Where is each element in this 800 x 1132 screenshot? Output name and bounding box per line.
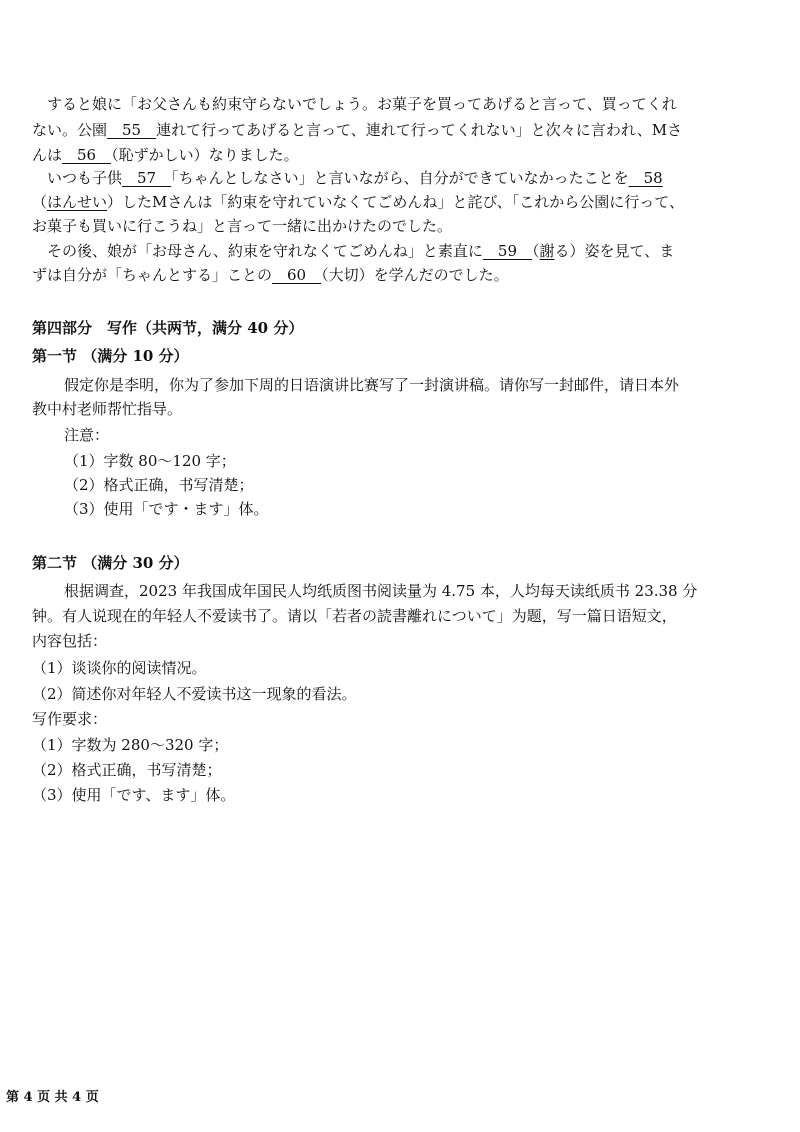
- reading-hansei: はんせい: [47, 193, 108, 211]
- section2-body-1: 根据调查，2023 年我国成年国民人均纸质图书阅读量为 4.75 本，人均每天读纸质书 23.38 分: [64, 582, 698, 600]
- part4-heading: 第四部分 写作（共两节，满分 40 分）: [32, 319, 304, 337]
- section2-req-1: （1）字数为 280～320 字；: [32, 736, 229, 754]
- section1-body-2: 教中村老师帮忙指导。: [32, 400, 183, 418]
- passage-line-6: お菓子も買いに行こうね」と言って一緒に出かけたのでした。: [32, 217, 453, 235]
- blank-60: 60: [272, 266, 322, 284]
- section1-note-2: （2）格式正确，书写清楚；: [64, 476, 254, 494]
- page-number: 第 4 页 共 4 页: [6, 1090, 99, 1105]
- section1-note-1: （1）字数 80～120 字；: [64, 452, 236, 470]
- section1-note-label: 注意：: [64, 426, 110, 444]
- passage-line-3: んは 56 （恥ずかしい）なりました。: [32, 146, 299, 164]
- passage-line-7: その後、娘が「お母さん、約束を守れなくてごめんね」と素直に 59 （謝る）姿を見て、ま: [32, 242, 675, 260]
- passage-line-2: ない。公園 55 連れて行ってあげると言って、連れて行ってくれない」と次々に言われ、Mさ: [32, 121, 683, 139]
- section2-body-3: 内容包括：: [32, 632, 108, 650]
- section2-req-label: 写作要求：: [32, 710, 108, 728]
- kanji-ayamaru: 謝: [539, 242, 555, 260]
- section2-body-2: 钟。有人说现在的年轻人不爱读书了。请以「若者の読書離れについて」为题，写一篇日语短文，: [32, 607, 677, 625]
- passage-line-4: いつも子供 57 「ちゃんとしなさい」と言いながら、自分ができていなかったことを 58: [32, 169, 663, 187]
- section2-req-2: （2）格式正确，书写清楚；: [32, 761, 222, 779]
- passage-line-1: すると娘に「お父さんも約束守らないでしょう。お菓子を買ってあげると言って、買ってくれ: [32, 95, 677, 113]
- blank-55: 55: [107, 121, 157, 139]
- blank-56: 56: [62, 146, 112, 164]
- section2-content-2: （2）简述你对年轻人不爱读书这一现象的看法。: [32, 685, 357, 703]
- section2-title: 第二节 （满分 30 分）: [32, 554, 189, 572]
- section2-req-3: （3）使用「です、ます」体。: [32, 786, 236, 804]
- section2-content-1: （1）谈谈你的阅读情况。: [32, 659, 207, 677]
- section1-body-1: 假定你是李明，你为了参加下周的日语演讲比赛写了一封演讲稿。请你写一封邮件，请日本外: [64, 376, 680, 394]
- blank-57: 57: [122, 169, 172, 187]
- blank-58: 58: [628, 169, 663, 187]
- section1-note-3: （3）使用「です・ます」体。: [64, 500, 269, 518]
- blank-59: 59: [482, 242, 532, 260]
- passage-line-8: ずは自分が「ちゃんとする」ことの 60 （大切）を学んだのでした。: [32, 266, 509, 284]
- section1-title: 第一节 （满分 10 分）: [32, 347, 189, 365]
- passage-line-5: （はんせい）したMさんは「約束を守れていなくてごめんね」と詫び、「これから公園に行って、: [32, 193, 684, 211]
